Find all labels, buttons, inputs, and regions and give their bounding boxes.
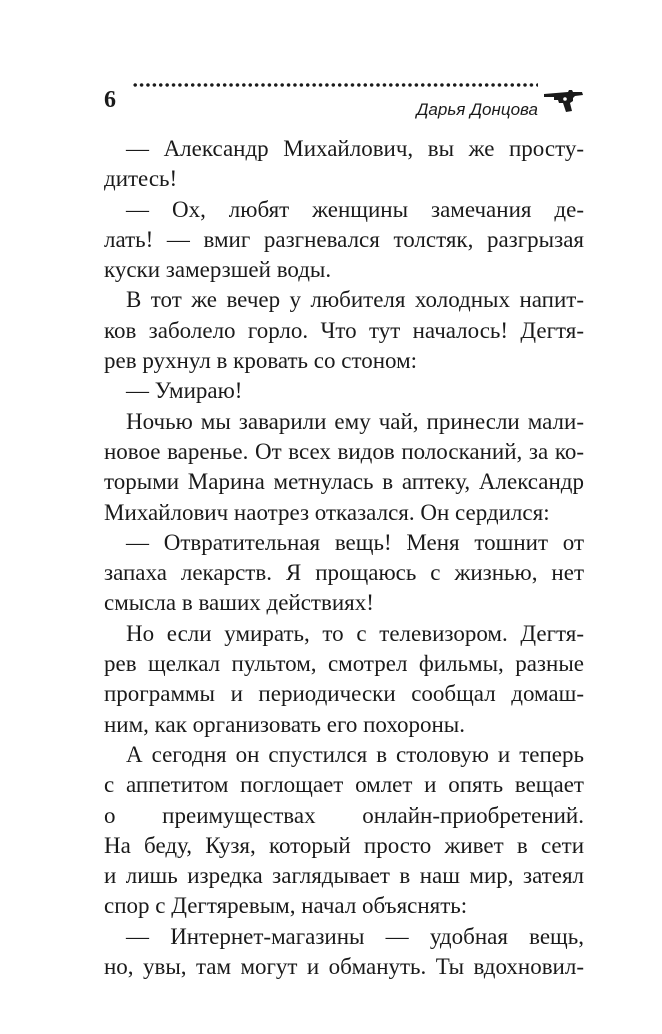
text-line: запаха лекарств. Я прощаюсь с жизнью, нет bbox=[104, 560, 584, 586]
text-line: В тот же вечер у любителя холодных напит- bbox=[126, 287, 584, 313]
paragraph bbox=[104, 285, 584, 376]
text-line: — Отвратительная вещь! Меня тошнит от bbox=[126, 529, 584, 555]
text-line: — Интернет-магазины — удобная вещь, bbox=[126, 923, 584, 949]
text-line: рев щелкал пультом, смотрел фильмы, разные bbox=[104, 651, 584, 677]
text-line: — Александр Михайлович, вы же просту- bbox=[126, 136, 584, 161]
text-line: с аппетитом поглощает омлет и опять вещает bbox=[104, 772, 584, 798]
text-line: дитесь! bbox=[104, 166, 178, 192]
page-header bbox=[104, 76, 590, 120]
text-line: Ночью мы заварили ему чай, принесли мали- bbox=[126, 408, 584, 434]
text-line: Михайлович наотрез отказался. Он сердился: bbox=[104, 499, 550, 525]
paragraph bbox=[104, 740, 584, 922]
paragraph bbox=[104, 407, 584, 528]
text-line: Но если умирать, то с телевизором. Дегтя- bbox=[126, 620, 584, 646]
text-line: торыми Марина метнулась в аптеку, Александр bbox=[104, 469, 584, 495]
revolver-icon bbox=[542, 88, 586, 114]
text-line: спор с Дегтяревым, начал объяснять: bbox=[104, 893, 468, 919]
page-number: 6 bbox=[104, 87, 116, 113]
text-line: На беду, Кузя, который просто живет в сети bbox=[104, 832, 584, 858]
paragraph bbox=[104, 134, 584, 195]
text-line: о преимуществах онлайн-приобретений. bbox=[104, 802, 584, 828]
text-line: — Умираю! bbox=[126, 378, 243, 404]
paragraph bbox=[104, 195, 584, 286]
paragraph bbox=[104, 376, 584, 406]
body-text bbox=[104, 134, 584, 982]
text-line: и лишь изредка заглядывает в наш мир, затеял bbox=[104, 863, 584, 889]
text-line: — Ох, любят женщины замечания де- bbox=[126, 196, 584, 222]
running-head-author: Дарья Донцова bbox=[416, 100, 538, 119]
text-line: рев рухнул в кровать со стоном: bbox=[104, 348, 418, 374]
text-line: новое варенье. От всех видов полосканий, за ко- bbox=[104, 438, 584, 464]
paragraph bbox=[104, 528, 584, 619]
paragraph bbox=[104, 922, 584, 983]
text-line: программы и периодически сообщал домаш- bbox=[104, 681, 584, 707]
dot-leader bbox=[132, 83, 538, 87]
text-line: А сегодня он спустился в столовую и теперь bbox=[126, 741, 584, 767]
text-line: ков заболело горло. Что тут началось! Дегтя- bbox=[104, 317, 584, 343]
paragraph bbox=[104, 619, 584, 740]
text-line: лать! — вмиг разгневался толстяк, разгрызая bbox=[104, 226, 584, 252]
text-line: смысла в ваших действиях! bbox=[104, 590, 374, 616]
text-line: куски замерзшей воды. bbox=[104, 257, 332, 283]
text-line: ним, как организовать его похороны. bbox=[104, 711, 465, 737]
text-line: но, увы, там могут и обмануть. Ты вдохновил- bbox=[104, 954, 584, 980]
